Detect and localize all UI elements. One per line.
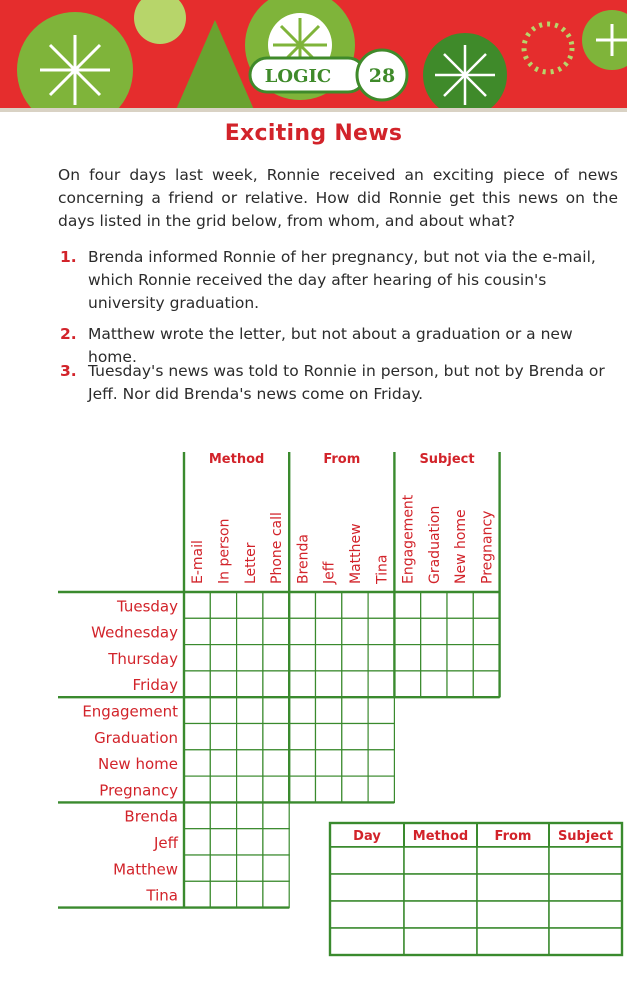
grid-cell[interactable] (421, 645, 447, 671)
grid-cell[interactable] (289, 671, 315, 697)
answer-cell[interactable] (549, 928, 622, 955)
grid-cell[interactable] (342, 592, 368, 618)
answer-cell[interactable] (404, 901, 477, 928)
clue-text: Brenda informed Ronnie of her pregnancy, but not via the e-mail, which Ronnie received the day after hearing of his cousin's university graduation. (88, 248, 596, 312)
grid-cell[interactable] (184, 697, 210, 723)
grid-cell[interactable] (237, 697, 263, 723)
grid-column-label: Jeff (321, 561, 338, 584)
grid-cell[interactable] (210, 724, 236, 750)
grid-cell[interactable] (210, 750, 236, 776)
grid-cell[interactable] (289, 750, 315, 776)
grid-cell[interactable] (447, 645, 473, 671)
grid-cell[interactable] (263, 618, 289, 644)
grid-cell[interactable] (394, 671, 420, 697)
grid-row-label: Friday (132, 676, 178, 695)
grid-cell[interactable] (394, 618, 420, 644)
grid-column-label: Engagement (400, 494, 417, 584)
grid-row-label: Brenda (124, 807, 178, 826)
grid-cell[interactable] (473, 671, 499, 697)
grid-cell[interactable] (237, 776, 263, 802)
grid-cell[interactable] (368, 645, 394, 671)
grid-cell[interactable] (394, 592, 420, 618)
grid-cell[interactable] (289, 592, 315, 618)
answer-cell[interactable] (330, 901, 404, 928)
grid-cell[interactable] (184, 776, 210, 802)
grid-section-from: From (323, 452, 361, 467)
grid-cell[interactable] (210, 881, 236, 907)
grid-cell[interactable] (316, 592, 342, 618)
grid-row-label: New home (97, 755, 178, 774)
answer-cell[interactable] (404, 874, 477, 901)
grid-cell[interactable] (263, 829, 289, 855)
grid-cell[interactable] (421, 671, 447, 697)
grid-column-label: Phone call (269, 512, 286, 584)
grid-cell[interactable] (342, 645, 368, 671)
grid-cell[interactable] (210, 618, 236, 644)
grid-cell[interactable] (263, 592, 289, 618)
answer-cell[interactable] (477, 874, 549, 901)
grid-cell[interactable] (184, 645, 210, 671)
grid-cell[interactable] (368, 618, 394, 644)
answer-header-from: From (494, 829, 532, 844)
grid-cell[interactable] (368, 750, 394, 776)
grid-cell[interactable] (210, 776, 236, 802)
grid-row-label: Pregnancy (99, 781, 178, 800)
grid-cell[interactable] (342, 750, 368, 776)
grid-cell[interactable] (210, 802, 236, 828)
grid-column-label: Letter (242, 542, 259, 584)
answer-cell[interactable] (477, 901, 549, 928)
grid-row-label: Wednesday (91, 623, 178, 642)
answer-cell[interactable] (477, 847, 549, 874)
grid-cell[interactable] (184, 671, 210, 697)
grid-cell[interactable] (263, 671, 289, 697)
grid-row-label: Matthew (113, 860, 178, 879)
grid-cell[interactable] (289, 645, 315, 671)
clue-number: 2. (60, 325, 77, 343)
grid-cell[interactable] (237, 750, 263, 776)
grid-cell[interactable] (184, 881, 210, 907)
grid-column-label: Tina (374, 554, 391, 584)
grid-cell[interactable] (237, 881, 263, 907)
grid-cell[interactable] (210, 829, 236, 855)
grid-cell[interactable] (184, 618, 210, 644)
grid-cell[interactable] (342, 724, 368, 750)
answer-header-subject: Subject (557, 829, 614, 844)
grid-cell[interactable] (237, 671, 263, 697)
grid-cell[interactable] (289, 776, 315, 802)
grid-row-label: Graduation (94, 728, 178, 747)
puzzle-title: Exciting News (224, 121, 403, 146)
grid-column-label: In person (216, 518, 233, 584)
grid-cell[interactable] (263, 645, 289, 671)
puzzle-intro: On four days last week, Ronnie received an exciting piece of news concerning a friend or relative. How did Ronnie get this news on the days listed in the grid below, from whom, and about what? (58, 166, 618, 230)
grid-cell[interactable] (210, 645, 236, 671)
grid-column-label: Graduation (426, 505, 443, 584)
answer-header-day: Day (353, 829, 381, 844)
grid-cell[interactable] (263, 855, 289, 881)
grid-cell[interactable] (210, 671, 236, 697)
grid-cell[interactable] (316, 618, 342, 644)
answer-cell[interactable] (477, 928, 549, 955)
answer-cell[interactable] (404, 847, 477, 874)
grid-cell[interactable] (421, 618, 447, 644)
grid-cell[interactable] (237, 829, 263, 855)
grid-cell[interactable] (342, 618, 368, 644)
answer-cell[interactable] (549, 847, 622, 874)
clue-1 (60, 246, 616, 315)
grid-cell[interactable] (473, 645, 499, 671)
grid-column-label: New home (453, 509, 470, 584)
grid-column-label: Pregnancy (479, 510, 496, 584)
grid-cell[interactable] (447, 618, 473, 644)
grid-cell[interactable] (263, 750, 289, 776)
grid-cell[interactable] (237, 645, 263, 671)
grid-cell[interactable] (473, 592, 499, 618)
decorative-banner (0, 0, 627, 112)
clue-text: Matthew wrote the letter, but not about a graduation or a new home. (88, 325, 573, 366)
grid-cell[interactable] (237, 592, 263, 618)
grid-row-label: Thursday (108, 649, 178, 668)
grid-cell[interactable] (184, 724, 210, 750)
grid-row-label: Jeff (154, 834, 178, 852)
grid-column-label: Brenda (295, 533, 312, 584)
clue-number: 3. (60, 362, 77, 380)
grid-cell[interactable] (316, 724, 342, 750)
grid-cell[interactable] (316, 697, 342, 723)
grid-cell[interactable] (342, 671, 368, 697)
grid-cell[interactable] (316, 645, 342, 671)
grid-section-method: Method (208, 452, 265, 467)
answer-header-method: Method (412, 829, 469, 844)
answer-cell[interactable] (404, 928, 477, 955)
clue-text: Tuesday's news was told to Ronnie in person, but not by Brenda or Jeff. Nor did Brenda's news come on Friday. (88, 362, 605, 403)
logic-grid (0, 440, 627, 1000)
grid-cell[interactable] (237, 855, 263, 881)
answer-cell[interactable] (549, 901, 622, 928)
grid-cell[interactable] (237, 618, 263, 644)
grid-cell[interactable] (316, 750, 342, 776)
clue-3 (60, 360, 616, 406)
grid-cell[interactable] (263, 697, 289, 723)
grid-cell[interactable] (368, 724, 394, 750)
grid-cell[interactable] (263, 802, 289, 828)
grid-column-label: E-mail (190, 540, 207, 584)
puzzle-number: 28 (368, 65, 396, 87)
grid-cell[interactable] (447, 671, 473, 697)
grid-cell[interactable] (447, 592, 473, 618)
grid-cell[interactable] (263, 881, 289, 907)
answer-cell[interactable] (330, 928, 404, 955)
grid-cell[interactable] (289, 724, 315, 750)
grid-cell[interactable] (184, 802, 210, 828)
grid-cell[interactable] (210, 697, 236, 723)
grid-cell[interactable] (473, 618, 499, 644)
grid-cell[interactable] (342, 697, 368, 723)
grid-cell[interactable] (394, 645, 420, 671)
starburst-ornament-icon (435, 45, 495, 105)
grid-cell[interactable] (289, 618, 315, 644)
answer-cell[interactable] (330, 847, 404, 874)
grid-cell[interactable] (184, 855, 210, 881)
grid-cell[interactable] (421, 592, 447, 618)
clue-number: 1. (60, 248, 77, 266)
grid-cell[interactable] (368, 671, 394, 697)
answer-cell[interactable] (549, 874, 622, 901)
grid-cell[interactable] (368, 697, 394, 723)
grid-section-subject: Subject (419, 452, 475, 467)
grid-cell[interactable] (316, 671, 342, 697)
grid-cell[interactable] (237, 802, 263, 828)
grid-row-label: Engagement (82, 702, 178, 721)
grid-cell[interactable] (368, 776, 394, 802)
grid-column-label: Matthew (347, 523, 364, 584)
grid-row-label: Tuesday (116, 597, 178, 616)
grid-cell[interactable] (263, 724, 289, 750)
grid-cell[interactable] (316, 776, 342, 802)
grid-cell[interactable] (368, 592, 394, 618)
grid-cell[interactable] (184, 592, 210, 618)
grid-cell[interactable] (210, 592, 236, 618)
grid-cell[interactable] (184, 829, 210, 855)
grid-row-label: Tina (146, 886, 178, 905)
star-ornament-icon (40, 35, 110, 105)
grid-cell[interactable] (263, 776, 289, 802)
grid-cell[interactable] (184, 750, 210, 776)
grid-cell[interactable] (237, 724, 263, 750)
logic-badge-label: LOGIC (264, 66, 332, 87)
answer-cell[interactable] (330, 874, 404, 901)
grid-cell[interactable] (289, 697, 315, 723)
grid-cell[interactable] (342, 776, 368, 802)
grid-cell[interactable] (210, 855, 236, 881)
